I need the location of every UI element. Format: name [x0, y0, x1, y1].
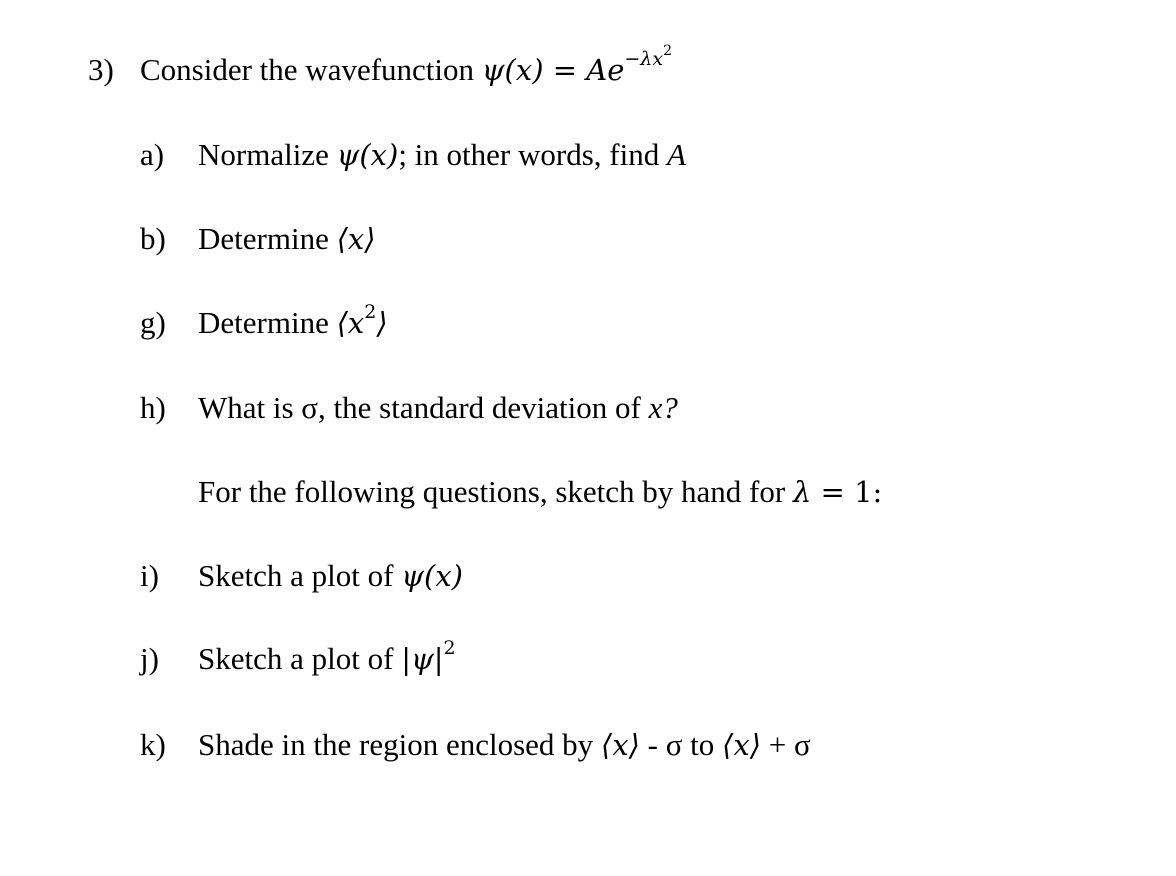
variable-x: x?	[648, 390, 678, 425]
expectation-x-lower: ⟨x⟩	[600, 728, 640, 762]
item-k-label: k)	[140, 727, 166, 762]
item-g-label: g)	[140, 305, 166, 340]
item-b-label: b)	[140, 221, 166, 256]
question-number: 3)	[88, 52, 114, 87]
psi-modulus: |ψ|	[401, 642, 444, 676]
psi-symbol: ψ	[401, 559, 424, 593]
expectation-x-upper: ⟨x⟩	[722, 728, 762, 762]
expectation-x: ⟨x⟩	[336, 222, 376, 256]
item-i-text: Sketch a plot of ψ(x)	[198, 558, 463, 593]
variable-a: A	[666, 137, 686, 172]
item-j-label: j)	[140, 641, 159, 676]
argument-x: (x)	[504, 53, 544, 87]
item-h-text: What is σ, the standard deviation of x?	[198, 390, 678, 425]
item-j-text: Sketch a plot of $|\psi|^2$	[198, 636, 456, 676]
psi-symbol: ψ	[336, 138, 360, 172]
item-b-text: Determine ⟨x⟩	[198, 221, 376, 256]
equals-sign: =	[543, 53, 587, 87]
coefficient-a: A	[586, 53, 608, 87]
sketch-instruction: For the following questions, sketch by hand for λ = 1:	[198, 474, 883, 509]
item-k-text: Shade in the region enclosed by ⟨x⟩ - σ to ⟨x⟩ + σ	[198, 727, 811, 762]
item-i-label: i)	[140, 558, 159, 593]
question-intro: Consider the wavefunction	[140, 52, 482, 87]
lambda-symbol: λ	[792, 475, 812, 509]
item-g-text: Determine $⟨x^2⟩$	[198, 300, 388, 340]
expectation-x-squared: ⟨x	[336, 306, 365, 340]
exponential-e: e	[607, 53, 625, 87]
exponent: −λx2	[624, 43, 672, 70]
item-a-text: Normalize ψ(x); in other words, find A	[198, 137, 686, 172]
item-a-label: a)	[140, 137, 165, 172]
item-h-label: h)	[140, 390, 166, 425]
question-statement	[140, 43, 672, 88]
psi-symbol: ψ	[481, 53, 505, 87]
